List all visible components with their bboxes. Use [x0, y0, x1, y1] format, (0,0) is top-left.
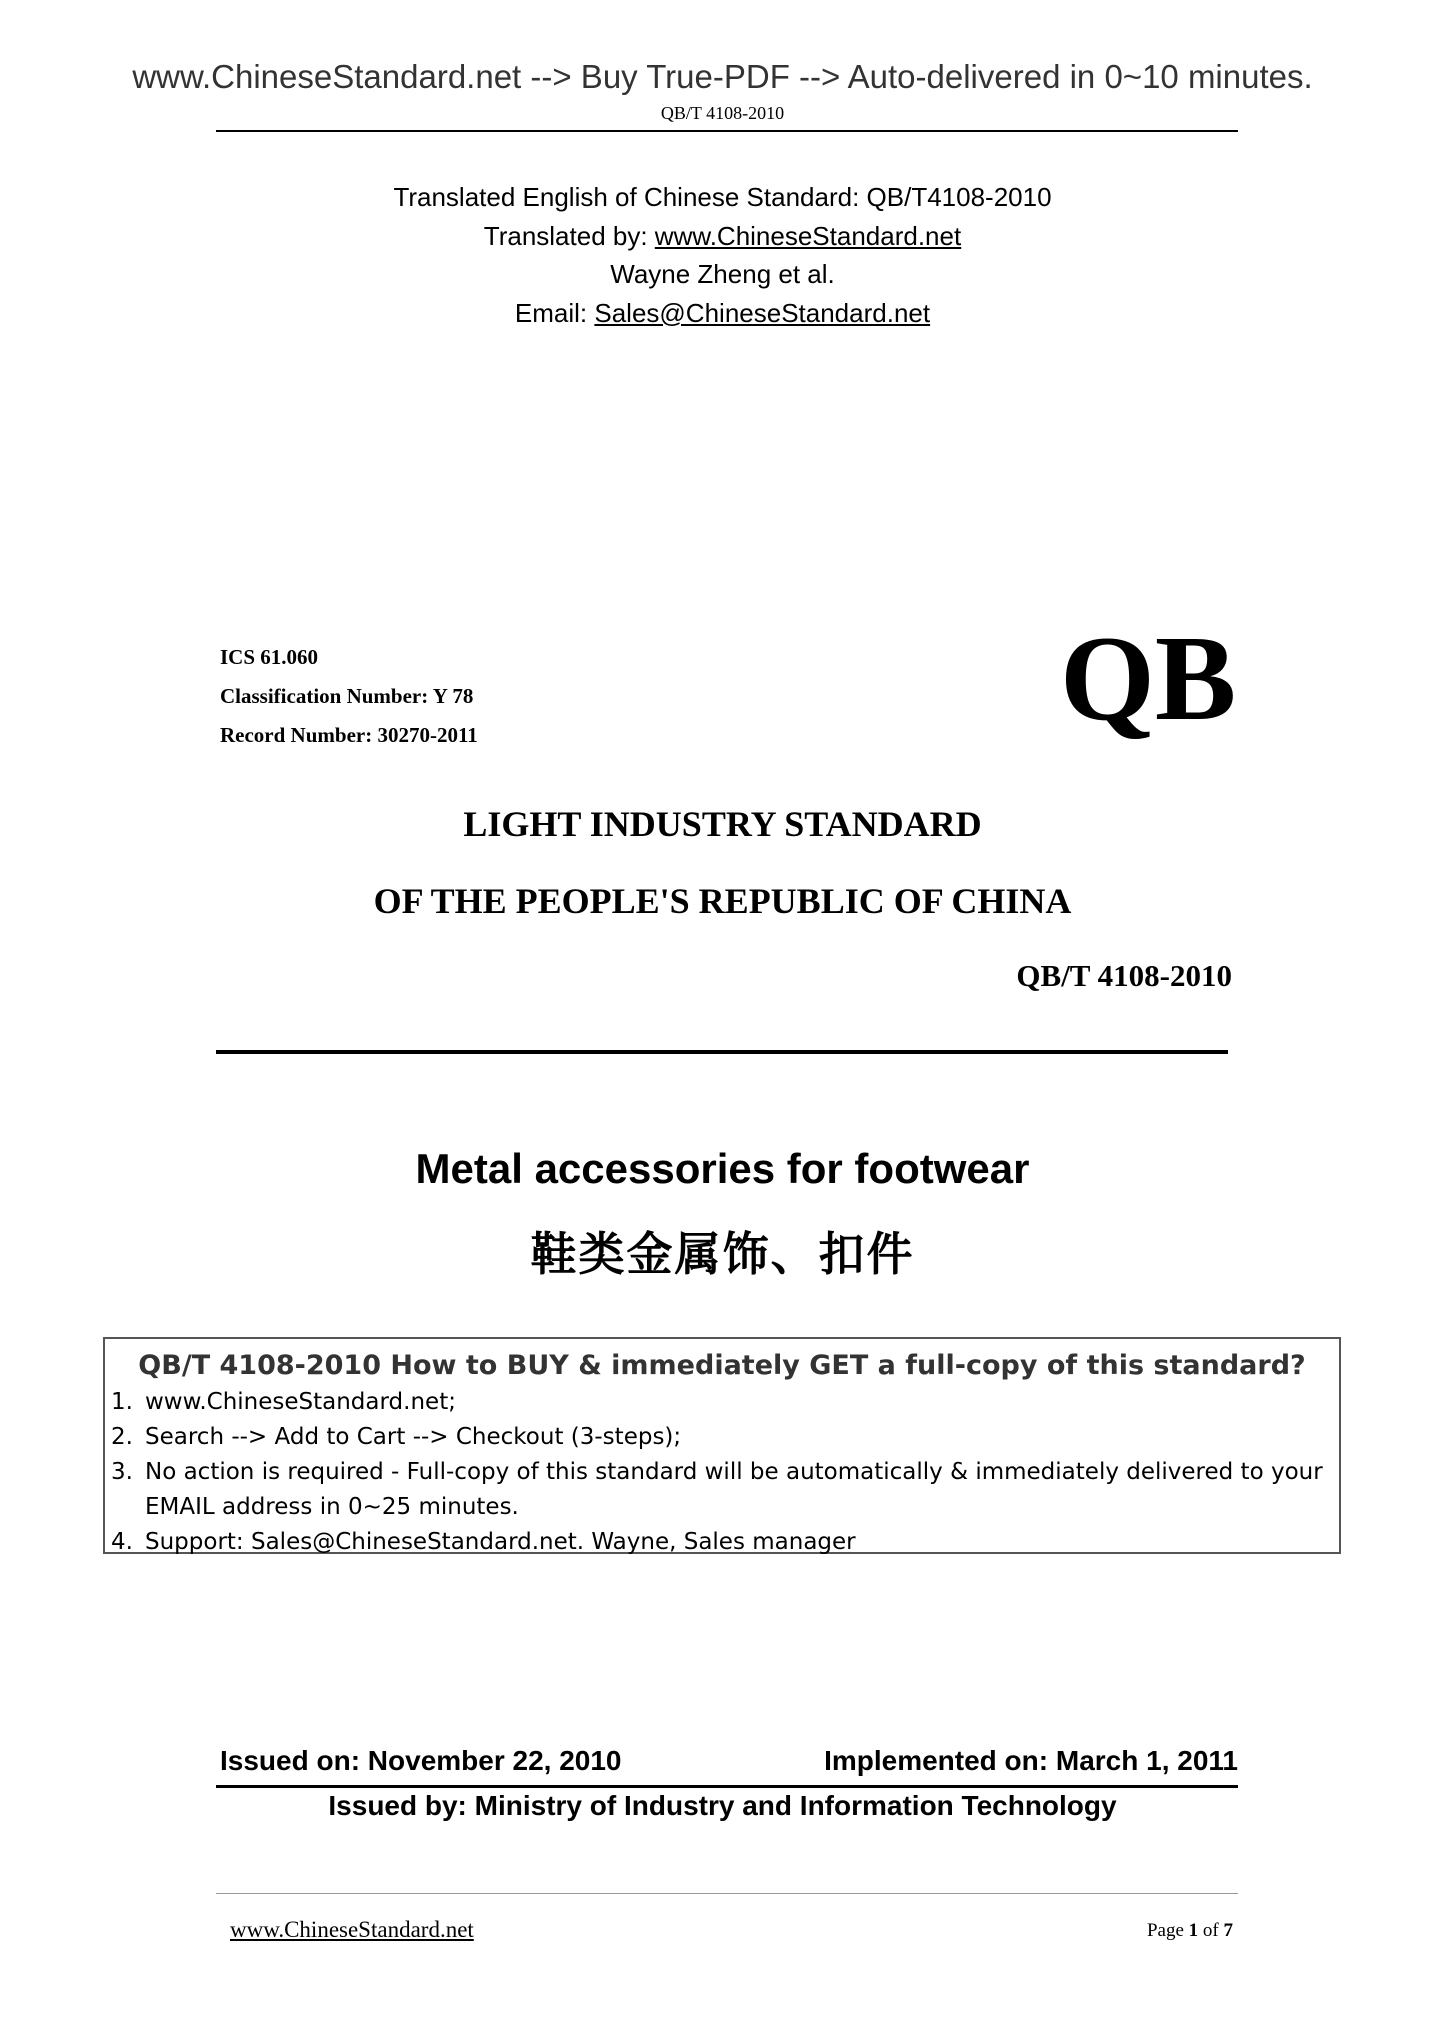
- purchase-info-box: [103, 1337, 1341, 1554]
- translator-names: Wayne Zheng et al.: [610, 259, 835, 289]
- page-of-label: of: [1202, 1920, 1219, 1941]
- current-page: 1: [1188, 1920, 1199, 1941]
- step-number: 2.: [111, 1424, 133, 1450]
- standard-title-line1: LIGHT INDUSTRY STANDARD: [463, 804, 982, 844]
- step-text: Support: Sales@ChineseStandard.net. Wayne, Sales manager: [145, 1529, 856, 1555]
- translator-email: [0, 294, 1445, 333]
- email-link[interactable]: Sales@ChineseStandard.net: [594, 297, 931, 328]
- issuing-authority: Issued by: Ministry of Industry and Information Technology: [328, 1790, 1117, 1821]
- email-label: Email:: [514, 297, 595, 328]
- translated-by-label: Translated by:: [483, 220, 655, 251]
- implemented-on-date: Implemented on: March 1, 2011: [824, 1745, 1238, 1776]
- standard-title-line2: OF THE PEOPLE'S REPUBLIC OF CHINA: [373, 881, 1072, 921]
- classification-number: Classification Number: Y 78: [220, 684, 474, 708]
- step-number: 4.: [111, 1529, 133, 1555]
- record-number: Record Number: 30270-2011: [220, 723, 478, 747]
- translation-title: Translated English of Chinese Standard: QB/T4108-2010: [393, 182, 1052, 212]
- purchase-step: [111, 1420, 1339, 1455]
- total-pages: 7: [1223, 1920, 1233, 1941]
- purchase-step: [111, 1385, 1339, 1420]
- header-standard-code: QB/T 4108-2010: [660, 103, 785, 123]
- document-title-english: Metal accessories for footwear: [415, 1145, 1030, 1192]
- purchase-step: [111, 1455, 1339, 1525]
- translation-info: [0, 178, 1445, 332]
- top-banner: www.ChineseStandard.net --> Buy True-PDF --> Auto-delivered in 0~10 minutes.: [132, 58, 1313, 95]
- footer-website-link[interactable]: www.ChineseStandard.net: [230, 1917, 474, 1942]
- page-number: [1147, 1920, 1233, 1942]
- issue-divider: [216, 1785, 1238, 1788]
- title-divider: [216, 1050, 1228, 1054]
- translator-website-link[interactable]: www.ChineseStandard.net: [654, 220, 962, 251]
- purchase-heading: QB/T 4108-2010 How to BUY & immediately GET a full-copy of this standard?: [138, 1350, 1306, 1381]
- issued-on-date: Issued on: November 22, 2010: [220, 1745, 622, 1776]
- step-number: 1.: [111, 1389, 133, 1415]
- purchase-steps: [105, 1385, 1339, 1560]
- step-text: www.ChineseStandard.net;: [145, 1389, 456, 1415]
- step-number: 3.: [111, 1459, 133, 1485]
- translated-by: [0, 217, 1445, 256]
- footer-divider: [216, 1893, 1238, 1894]
- standard-code: QB/T 4108-2010: [1016, 958, 1232, 993]
- purchase-step: [111, 1525, 1339, 1560]
- step-text: No action is required - Full-copy of this standard will be automatically & immediately delivered to your EMAIL address in 0~25 minutes.: [145, 1459, 1323, 1520]
- qb-logo: QB: [1060, 611, 1237, 746]
- header-divider: [216, 130, 1238, 132]
- classification-block: [220, 638, 478, 755]
- page-label: Page: [1146, 1920, 1184, 1941]
- ics-number: ICS 61.060: [220, 645, 319, 669]
- document-title-chinese: 鞋类金属饰、扣件: [530, 1227, 915, 1281]
- step-text: Search --> Add to Cart --> Checkout (3-steps);: [145, 1424, 682, 1450]
